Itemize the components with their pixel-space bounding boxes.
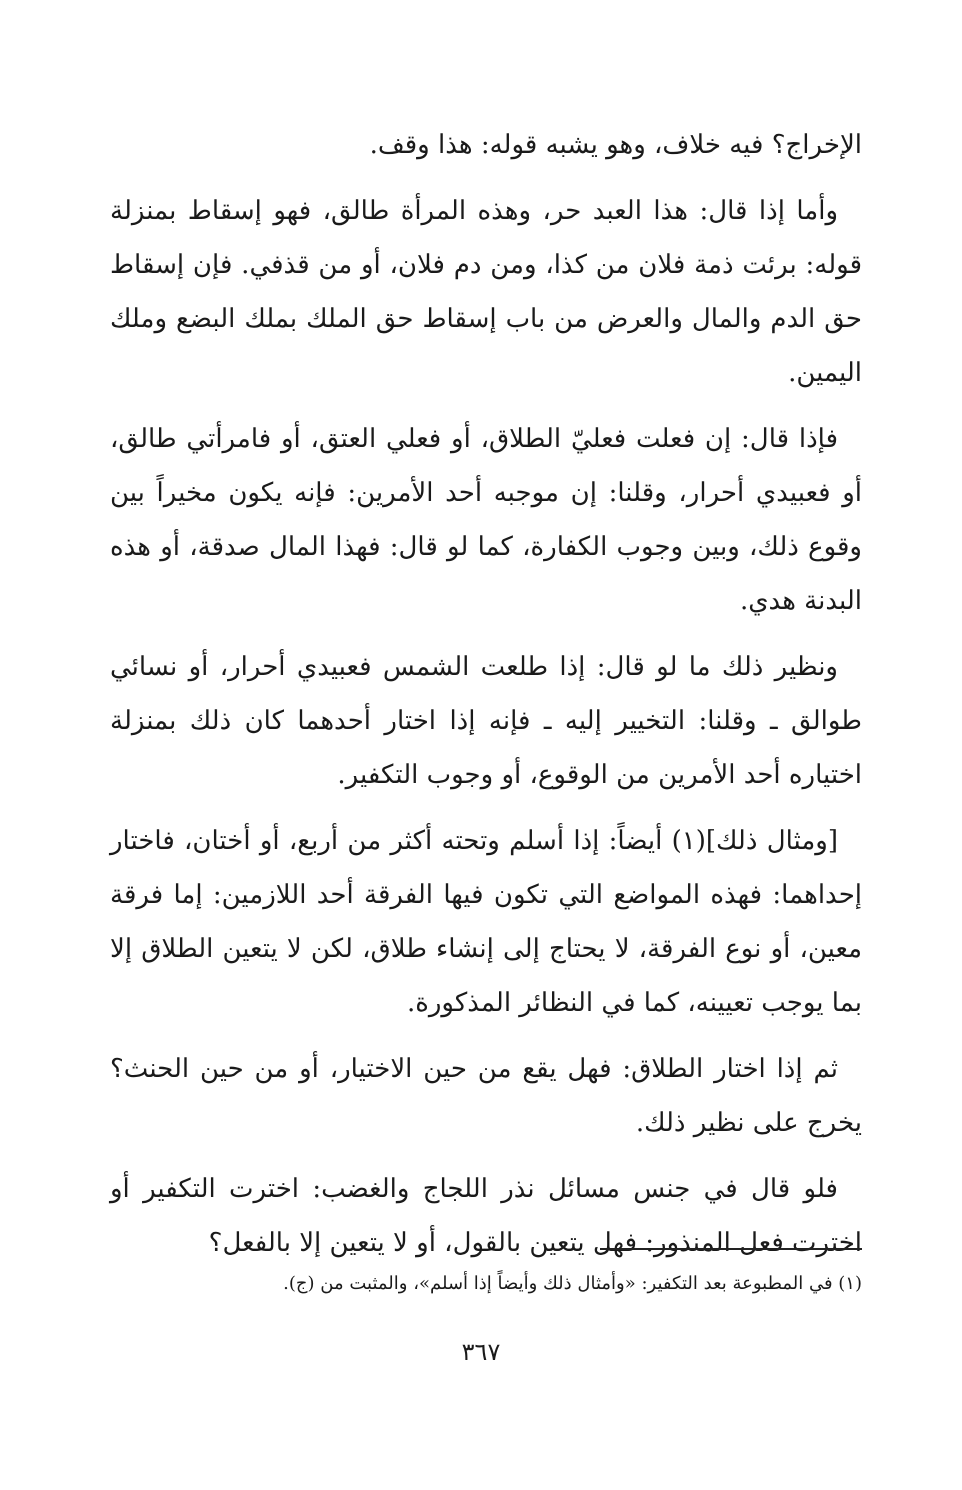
paragraph-3: فإذا قال: إن فعلت فعليّ الطلاق، أو فعلي العتق، أو فامرأتي طالق، أو فعبيدي أحرار، وقلنا: إن موجبه أحد الأمرين: فإنه يكون مخيراً بين وقوع ذلك، وبين وجوب الكفارة، كما لو قال: فهذا المال صدقة، أو هذه البدنة هدي.	[110, 424, 862, 616]
paragraph-5: [ومثال ذلك](١) أيضاً: إذا أسلم وتحته أكثر من أربع، أو أختان، فاختار إحداهما: فهذه المواضع التي تكون فيها الفرقة أحد اللازمين: إما فرقة معين، أو نوع الفرقة، لا يحتاج إلى إنشاء طلاق، لكن لا يتعين الطلاق إلا بما يوجب تعيينه، كما في النظائر المذكورة.	[110, 826, 862, 1018]
footnote-divider	[600, 1248, 862, 1250]
page-body	[110, 118, 862, 1282]
paragraph-4: ونظير ذلك ما لو قال: إذا طلعت الشمس فعبيدي أحرار، أو نسائي طوالق ـ وقلنا: التخيير إليه ـ فإنه إذا اختار أحدهما كان ذلك بمنزلة اختياره أحد الأمرين من الوقوع، أو وجوب التكفير.	[110, 652, 862, 790]
page-number: ٣٦٧	[461, 1338, 501, 1366]
footnote: (١) في المطبوعة بعد التكفير: «وأمثال ذلك وأيضاً إذا أسلم»، والمثبت من (ج).	[283, 1273, 862, 1294]
paragraph-6: ثم إذا اختار الطلاق: فهل يقع من حين الاختيار، أو من حين الحنث؟ يخرج على نظير ذلك.	[110, 1054, 862, 1138]
paragraph-2: وأما إذا قال: هذا العبد حر، وهذه المرأة طالق، فهو إسقاط بمنزلة قوله: برئت ذمة فلان من كذا، ومن دم فلان، أو من قذفي. فإن إسقاط حق الدم والمال والعرض من باب إسقاط حق الملك بملك البضع وملك اليمين.	[110, 196, 862, 388]
paragraph-1: الإخراج؟ فيه خلاف، وهو يشبه قوله: هذا وقف.	[369, 130, 862, 160]
paragraph-7: فلو قال في جنس مسائل نذر اللجاج والغضب: اخترت التكفير أو اخترت فعل المنذور: فهل يتعين بالقول، أو لا يتعين إلا بالفعل؟	[110, 1174, 862, 1258]
